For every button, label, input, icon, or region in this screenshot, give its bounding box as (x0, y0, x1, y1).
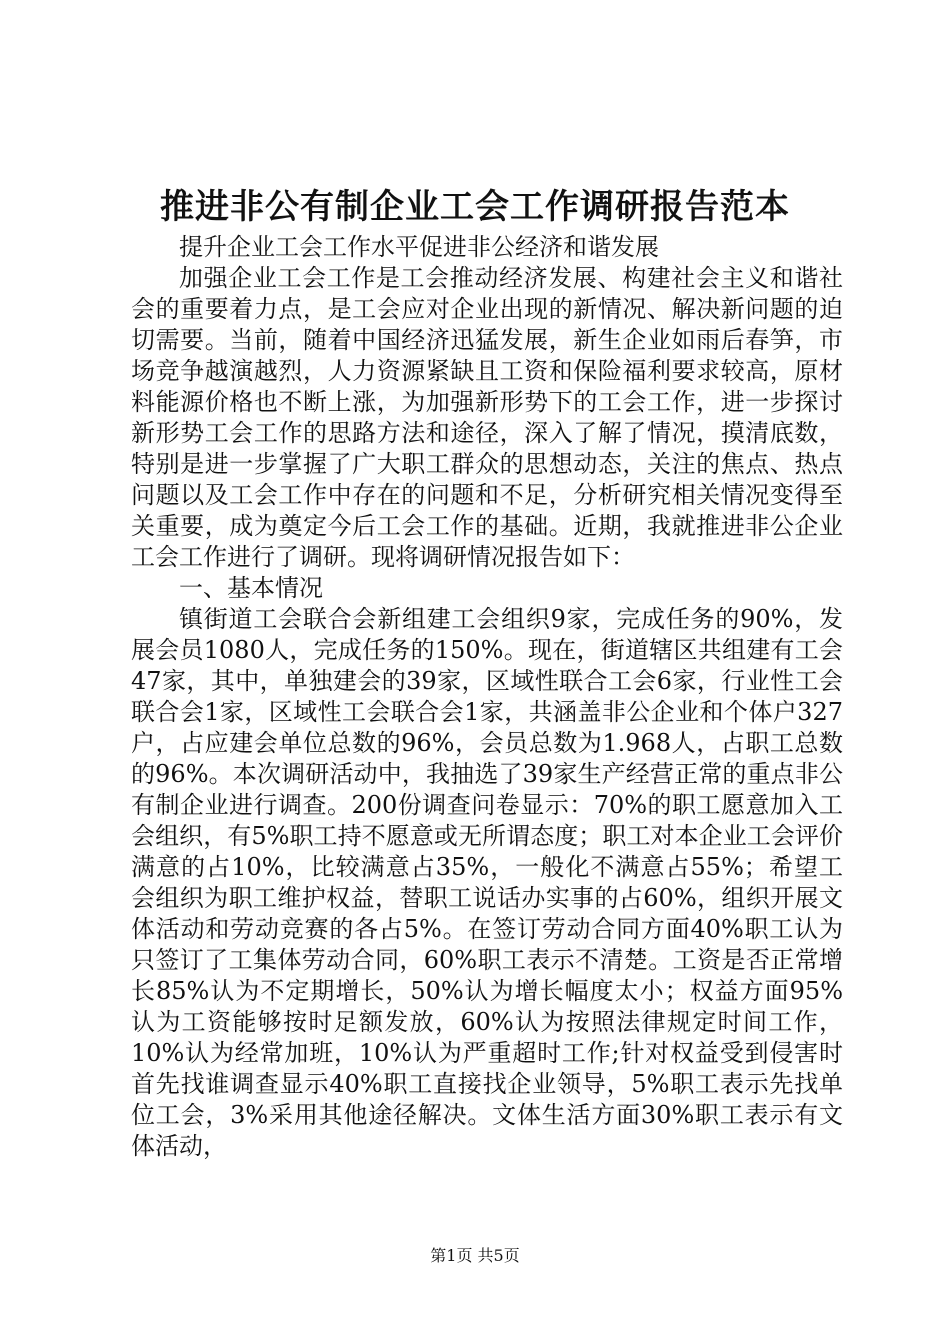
page-footer: 第1页 共5页 (430, 1246, 520, 1265)
document-body (131, 232, 843, 1162)
section-heading: 一、基本情况 (179, 574, 323, 602)
intro-paragraph: 加强企业工会工作是工会推动经济发展、构建社会主义和谐社会的重要着力点，是工会应对企业出现的新情况、解决新问题的迫切需要。当前，随着中国经济迅猛发展，新生企业如雨后春笋，市场竞争越演越烈，人力资源紧缺且工资和保险福利要求较高，原材料能源价格也不断上涨，为加强新形势下的工会工作，进一步探讨新形势工会工作的思路方法和途径，深入了解了情况，摸清底数，特别是进一步掌握了广大职工群众的思想动态，关注的焦点、热点问题以及工会工作中存在的问题和不足，分析研究相关情况变得至关重要，成为奠定今后工会工作的基础。近期，我就推进非公企业工会工作进行了调研。现将调研情况报告如下： (131, 264, 843, 571)
document-title: 推进非公有制企业工会工作调研报告范本 (160, 187, 790, 227)
basic-situation-paragraph: 镇街道工会联合会新组建工会组织9家，完成任务的90%，发展会员1080人，完成任务的150%。现在，街道辖区共组建有工会47家，其中，单独建会的39家，区域性联合工会6家，行业性工会联合会1家，区域性工会联合会1家，共涵盖非公企业和个体户327户，占应建会单位总数的96%，会员总数为1.968人，占职工总数的96%。本次调研活动中，我抽选了39家生产经营正常的重点非公有制企业进行调查。200份调查问卷显示：70%的职工愿意加入工会组织，有5%职工持不愿意或无所谓态度；职工对本企业工会评价满意的占10%，比较满意占35%，一般化不满意占55%；希望工会组织为职工维护权益，替职工说话办实事的占60%，组织开展文体活动和劳动竞赛的各占5%。在签订劳动合同方面40%职工认为只签订了工集体劳动合同，60%职工表示不清楚。工资是否正常增长85%认为不定期增长，50%认为增长幅度太小；权益方面95%认为工资能够按时足额发放，60%认为按照法律规定时间工作，10%认为经常加班，10%认为严重超时工作;针对权益受到侵害时首先找谁调查显示40%职工直接找企业领导，5%职工表示先找单位工会，3%采用其他途径解决。文体生活方面30%职工表示有文体活动， (131, 605, 843, 1160)
subtitle-paragraph: 提升企业工会工作水平促进非公经济和谐发展 (179, 233, 659, 261)
